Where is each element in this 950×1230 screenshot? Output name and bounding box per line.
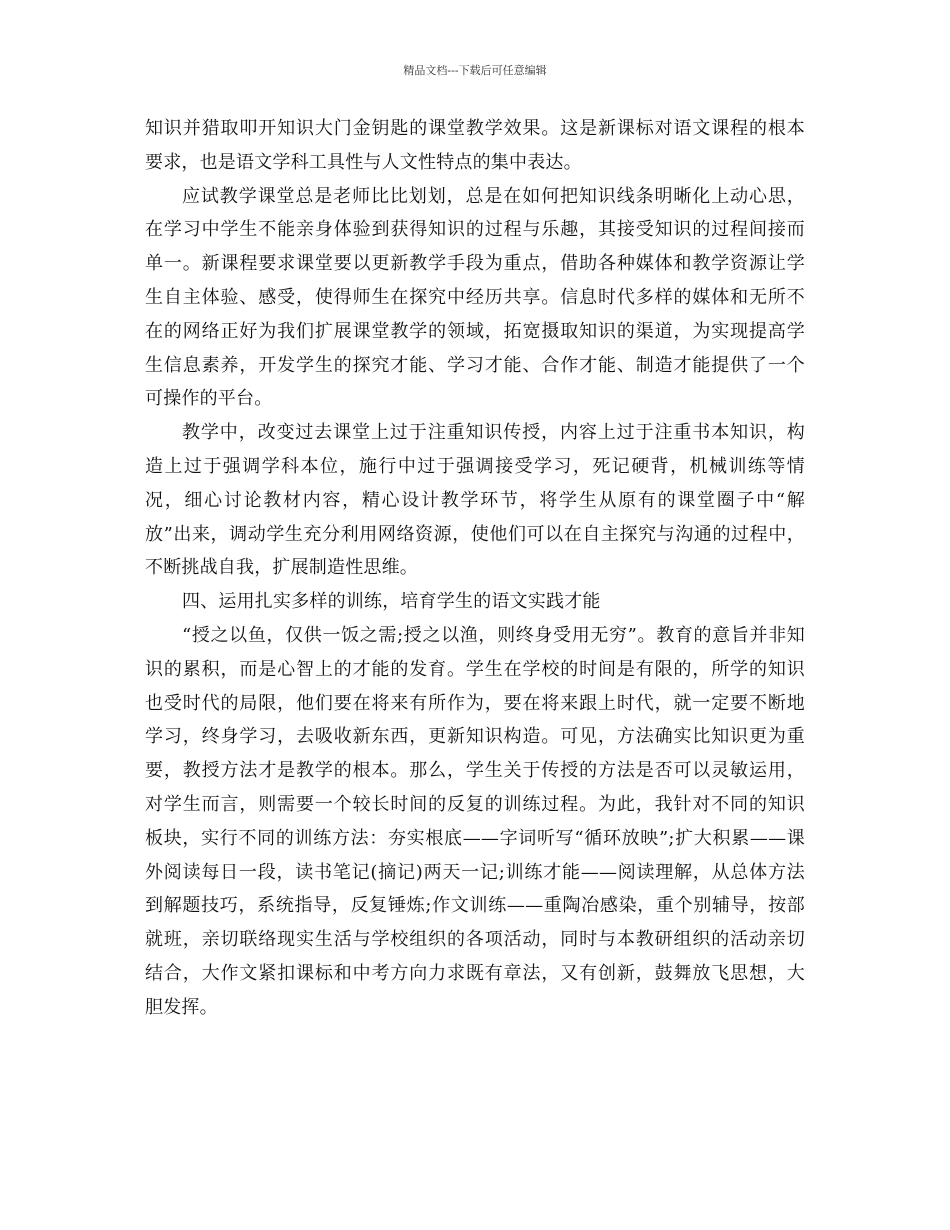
text-line: 造上过于强调学科本位，施行中过于强调接受学习，死记硬背，机械训练等情 (145, 455, 805, 477)
text-line: 应试教学课堂总是老师比比划划，总是在如何把知识线条明晰化上动心思， (182, 185, 805, 207)
text-line: 知识并猎取叩开知识大门金钥匙的课堂教学效果。这是新课标对语文课程的根本 (145, 118, 805, 139)
text-line: 不断挑战自我，扩展制造性思维。 (145, 557, 418, 579)
text-line: 外阅读每日一段，读书笔记(摘记)两天一记;训练才能——阅读理解，从总体方法 (145, 861, 805, 883)
text-line: 生自主体验、感受，使得师生在探究中经历共享。信息时代多样的媒体和无所不 (145, 286, 805, 308)
text-line: 放”出来，调动学生充分利用网络资源，使他们可以在自主探究与沟通的过程中， (145, 523, 805, 545)
text-line: 胆发挥。 (145, 996, 218, 1018)
page-header: 精品文档---下载后可任意编辑 (403, 64, 547, 77)
text-line: 四、运用扎实多样的训练，培育学生的语文实践才能 (182, 591, 601, 613)
text-line: 可操作的平台。 (145, 388, 273, 410)
text-line: 生信息素养，开发学生的探究才能、学习才能、合作才能、制造才能提供了一个 (145, 354, 805, 376)
text-line: 在学习中学生不能亲身体验到获得知识的过程与乐趣，其接受知识的过程间接而 (145, 219, 805, 241)
text-line: “授之以鱼，仅供一饭之需;授之以渔，则终身受用无穷”。教育的意旨并非知 (182, 624, 805, 646)
text-line: 单一。新课程要求课堂要以更新教学手段为重点，借助各种媒体和教学资源让学 (145, 253, 805, 275)
text-line: 在的网络正好为我们扩展课堂教学的领域，拓宽摄取知识的渠道，为实现提高学 (145, 320, 805, 342)
text-line: 就班，亲切联络现实生活与学校组织的各项活动，同时与本教研组织的活动亲切 (145, 929, 805, 951)
text-line: 要，教授方法才是教学的根本。那么，学生关于传授的方法是否可以灵敏运用， (145, 760, 805, 782)
text-line: 板块，实行不同的训练方法：夯实根底——字词听写“循环放映”;扩大积累——课 (145, 827, 805, 849)
text-line: 也受时代的局限，他们要在将来有所作为，要在将来跟上时代，就一定要不断地 (145, 692, 805, 714)
document-body (145, 112, 805, 1025)
text-line: 学习，终身学习，去吸收新东西，更新知识构造。可见，方法确实比知识更为重 (145, 726, 805, 748)
text-line: 教学中，改变过去课堂上过于注重知识传授，内容上过于注重书本知识，构 (182, 422, 805, 444)
text-line: 到解题技巧，系统指导，反复锤炼;作文训练——重陶冶感染，重个别辅导，按部 (145, 895, 805, 917)
text-line: 况，细心讨论教材内容，精心设计教学环节，将学生从原有的课堂圈子中“解 (145, 489, 805, 511)
text-line: 对学生而言，则需要一个较长时间的反复的训练过程。为此，我针对不同的知识 (145, 793, 805, 815)
text-line: 要求，也是语文学科工具性与人文性特点的集中表达。 (145, 151, 582, 173)
text-line: 识的累积，而是心智上的才能的发育。学生在学校的时间是有限的，所学的知识 (145, 658, 805, 680)
text-line: 结合，大作文紧扣课标和中考方向力求既有章法，又有创新，鼓舞放飞思想，大 (145, 962, 805, 984)
